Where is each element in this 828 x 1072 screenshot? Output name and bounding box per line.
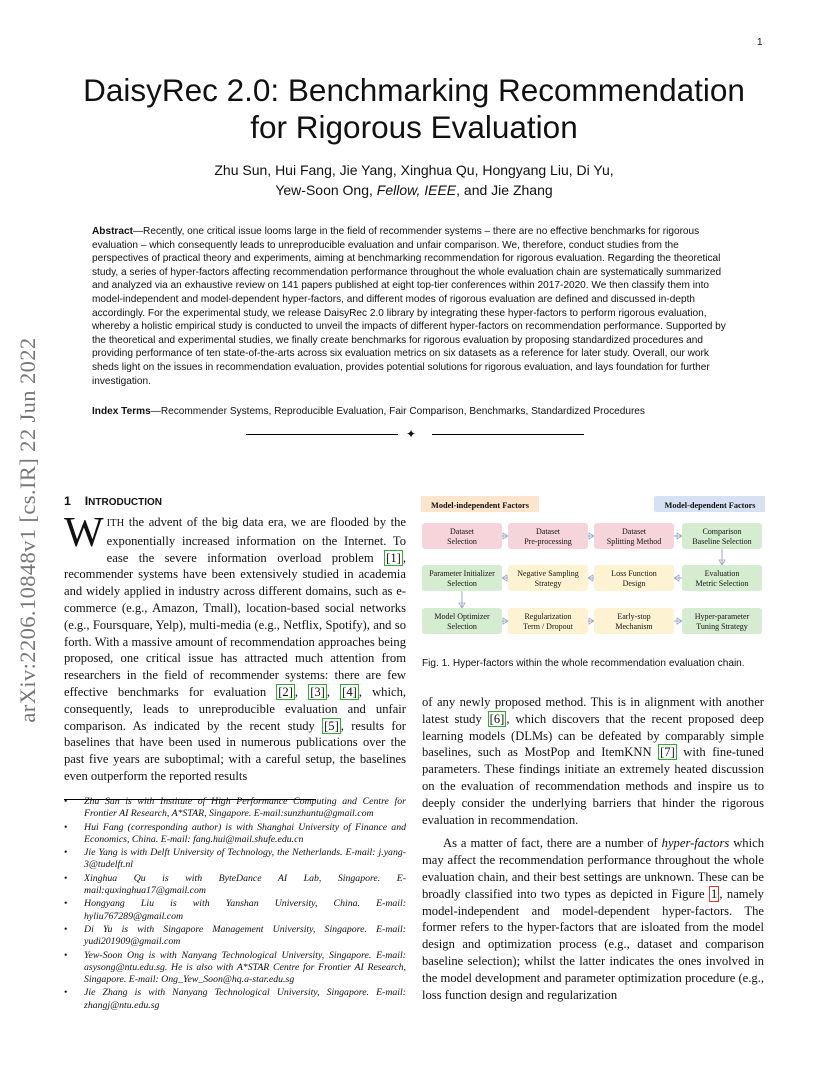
intro-text: ,	[326, 684, 341, 699]
factor-box-label: Selection	[447, 579, 477, 588]
figure-header-model-dependent: Model-dependent Factors	[664, 501, 756, 510]
paper-title	[0, 72, 828, 146]
footnote-item: • Zhu Sun is with Institute of High Performance Computing and Centre for Frontier AI Research, A*STAR, Singapore. E-mail:sunzhuntu@gmail.com	[64, 796, 406, 821]
intro-text: , results for baselines that have been used in numerous publications over the past five years are suboptimal; with a careful setup, the baselines even outperform the reported results	[64, 718, 406, 783]
footnote-item: • Hongyang Liu is with Yanshan University, China. E-mail: hyliu767289@gmail.com	[64, 898, 406, 923]
footnote-item: • Jie Yang is with Delft University of Technology, the Netherlands. E-mail: j.yang-3@tudelft.nl	[64, 847, 406, 872]
drop-cap: W	[64, 510, 104, 556]
authors-line-2	[0, 180, 828, 200]
factor-box-label: Model Optimizer	[434, 612, 490, 621]
footnote-item: • Hui Fang (corresponding author) is with Shanghai University of Finance and Economics, China. E-mail: fang.hui@mail.shufe.edu.cn	[64, 822, 406, 847]
authors-line-1: Zhu Sun, Hui Fang, Jie Yang, Xinghua Qu, Hongyang Liu, Di Yu,	[214, 162, 614, 178]
factor-box-label: Selection	[447, 622, 477, 631]
factor-box-label: Comparison	[702, 527, 742, 536]
factor-box-label: Baseline Selection	[692, 537, 752, 546]
paragraph	[422, 694, 764, 828]
factor-box-label: Dataset	[450, 527, 474, 536]
abstract	[92, 225, 738, 388]
factor-box-label: Hyper-parameter	[694, 612, 750, 621]
index-terms	[92, 406, 742, 417]
footnote-item: • Di Yu is with Singapore Management University, Singapore. E-mail: yudi201909@gmail.com	[64, 924, 406, 949]
intro-text: , recommender systems have been extensively studied in academia and widely applied in industry across different domains, such as e-commerce (e.g., Amazon, Tmall), location-based social networks (e.g., Foursquare, Yelp), multi-media (e.g., Netflix, Spotify), and so forth. With a massive amount of recommendation approaches being proposed, one critical issue has attracted much attention from researchers in the field of recommender systems: there are few effective benchmarks for evaluation	[64, 550, 406, 699]
footnote-item: • Jie Zhang is with Nanyang Technological University, Singapore. E-mail: zhangj@ntu.edu.sg	[64, 987, 406, 1012]
intro-right-column	[422, 694, 764, 1003]
factor-box-label: Pre-processing	[524, 537, 572, 546]
figure-headers	[421, 496, 765, 512]
factor-box-label: Regularization	[524, 612, 572, 621]
authors-fellow: Fellow, IEEE	[376, 182, 457, 198]
figure-header-model-independent: Model-independent Factors	[431, 501, 529, 510]
section-title-first: I	[84, 494, 89, 508]
intro-smallcaps: ITH	[106, 518, 125, 529]
factor-box-label: Dataset	[536, 527, 560, 536]
index-terms-text: —Recommender Systems, Reproducible Evaluation, Fair Comparison, Benchmarks, Standardized Procedures	[150, 406, 645, 417]
footnote-item: • Xinghua Qu is with ByteDance AI Lab, Singapore. E-mail:quxinghua17@gmail.com	[64, 873, 406, 898]
factor-box-label: Splitting Method	[606, 537, 662, 546]
factor-box-label: Term / Dropout	[523, 622, 573, 631]
section-title-rest: NTRODUCTION	[88, 497, 163, 508]
factor-box-label: Early-stop	[617, 612, 651, 621]
intro-text: ,	[294, 684, 309, 699]
citation-link[interactable]: [2]	[278, 684, 293, 699]
author-list	[0, 160, 828, 200]
authors-part-a: Yew-Soon Ong,	[275, 182, 377, 198]
section-number: 1	[64, 494, 71, 508]
factor-box-label: Loss Function	[611, 569, 657, 578]
separator-star-icon: ✦	[406, 427, 417, 441]
arxiv-stamp-text: arXiv:2206.10848v1 [cs.IR] 22 Jun 2022	[15, 337, 40, 723]
citation-link[interactable]: [3]	[310, 684, 325, 699]
intro-text: with fine-tuned parameters. These findings initiate an extremely heated discussion on the evaluation of recommendation methods and inspire us to deeply consider the underlying barriers that hinder the rigorous evaluation in recommendation.	[422, 745, 764, 827]
arxiv-stamp	[4, 300, 52, 760]
footnote-item: • Yew-Soon Ong is with Nanyang Technological University, Singapore. E-mail: asysong@ntu.edu.sg. He is also with A*STAR Centre for Frontier AI Research, Singapore. E-mail: Ong_Yew_Soon@hq.a-star.edu.sg	[64, 950, 406, 987]
page-number: 1	[757, 37, 763, 48]
citation-link[interactable]: [7]	[660, 745, 675, 760]
figure-ref-link[interactable]: 1	[711, 886, 718, 901]
section-heading	[64, 494, 162, 508]
factor-box-label: Negative Sampling	[517, 569, 579, 578]
factor-box-label: Strategy	[534, 579, 562, 588]
intro-text: , namely model-independent and model-dependent hyper-factors. The former refers to the hyper-factors that are isloated from the model design and optimization process (e.g., dataset and comparison baseline selection); whilst the latter indicates the ones involved in the model development and parameter optimization procedure (e.g., loss function design and regularization	[422, 886, 764, 1002]
figure-hyper-factors	[420, 494, 765, 642]
intro-text: , which, consequently, leads to unreproducible evaluation and unfair comparison. As indicated by the recent study	[64, 684, 407, 733]
citation-link[interactable]: [5]	[324, 718, 339, 733]
factor-box-label: Parameter Initializer	[429, 569, 495, 578]
citation-link[interactable]: [1]	[386, 550, 401, 565]
factor-box-label: Tuning Strategy	[696, 622, 748, 631]
intro-text: , which discovers that the recent proposed deep learning models (DLMs) can be defeated by comparably simple baselines, such as MostPop and ItemKNN	[422, 711, 764, 760]
abstract-label: Abstract	[92, 226, 133, 237]
separator-line-left	[246, 434, 398, 435]
intro-text: which may affect the recommendation performance throughout the whole evaluation chain, and their best settings are unknown. These can be broadly classified into two types as depicted in Figure	[422, 836, 764, 901]
citation-link[interactable]: [4]	[342, 684, 357, 699]
title-line-2: for Rigorous Evaluation	[250, 109, 578, 145]
emphasis-text: hyper-factors	[661, 836, 730, 851]
author-footnotes	[64, 796, 406, 1013]
index-terms-label: Index Terms	[92, 406, 151, 417]
factor-box-label: Evaluation	[704, 569, 740, 578]
factor-box-label: Selection	[447, 537, 477, 546]
intro-text: of any newly proposed method. This is in alignment with another latest study	[422, 695, 764, 726]
factor-box-label: Metric Selection	[695, 579, 749, 588]
intro-text: As a matter of fact, there are a number of	[443, 836, 662, 851]
paragraph	[422, 835, 764, 1003]
factor-box-label: Mechanism	[615, 622, 653, 631]
figure-caption: Fig. 1. Hyper-factors within the whole recommendation evaluation chain.	[422, 658, 745, 669]
factor-box-label: Dataset	[622, 527, 646, 536]
authors-part-b: , and Jie Zhang	[456, 182, 553, 198]
abstract-text: —Recently, one critical issue looms large in the field of recommender systems – there are no effective benchmarks for rigorous evaluation – which consequently leads to unreproducible evaluation and unfair comparison. We, therefore, conduct studies from the perspectives of practical theory and experiments, aiming at benchmarking recommendation for rigorous evaluation. Regarding the theoretical study, a series of hyper-factors affecting recommendation performance throughout the whole evaluation chain are systematically summarized and analyzed via an exhaustive review on 141 papers published at eight top-tier conferences within 2017-2020. We then classify them into model-independent and model-dependent hyper-factors, and different modes of rigorous evaluation are defined and discussed in-depth accordingly. For the experimental study, we release DaisyRec 2.0 library by integrating these hyper-factors to perform rigorous evaluation, whereby a holistic empirical study is conducted to unveil the impacts of different hyper-factors on recommendation performance. Supported by the theoretical and experimental studies, we finally create benchmarks for rigorous evaluation by proposing standardized procedures and providing performance of ten state-of-the-arts across six evaluation metrics on six datasets as a reference for later study. Overall, our work sheds light on the issues in recommendation evaluation, provides potential solutions for rigorous evaluation, and lays foundation for further investigation.	[92, 226, 726, 387]
separator-line-right	[432, 434, 584, 435]
factor-box-label: Design	[622, 579, 646, 588]
intro-left-column	[64, 510, 407, 785]
citation-link[interactable]: [6]	[489, 711, 505, 726]
intro-text: the advent of the big data era, we are flooded by the exponentially increased information on the Internet. To ease the severe information overload problem	[106, 515, 406, 565]
section-separator	[246, 428, 584, 442]
title-line-1: DaisyRec 2.0: Benchmarking Recommendation	[83, 72, 745, 108]
